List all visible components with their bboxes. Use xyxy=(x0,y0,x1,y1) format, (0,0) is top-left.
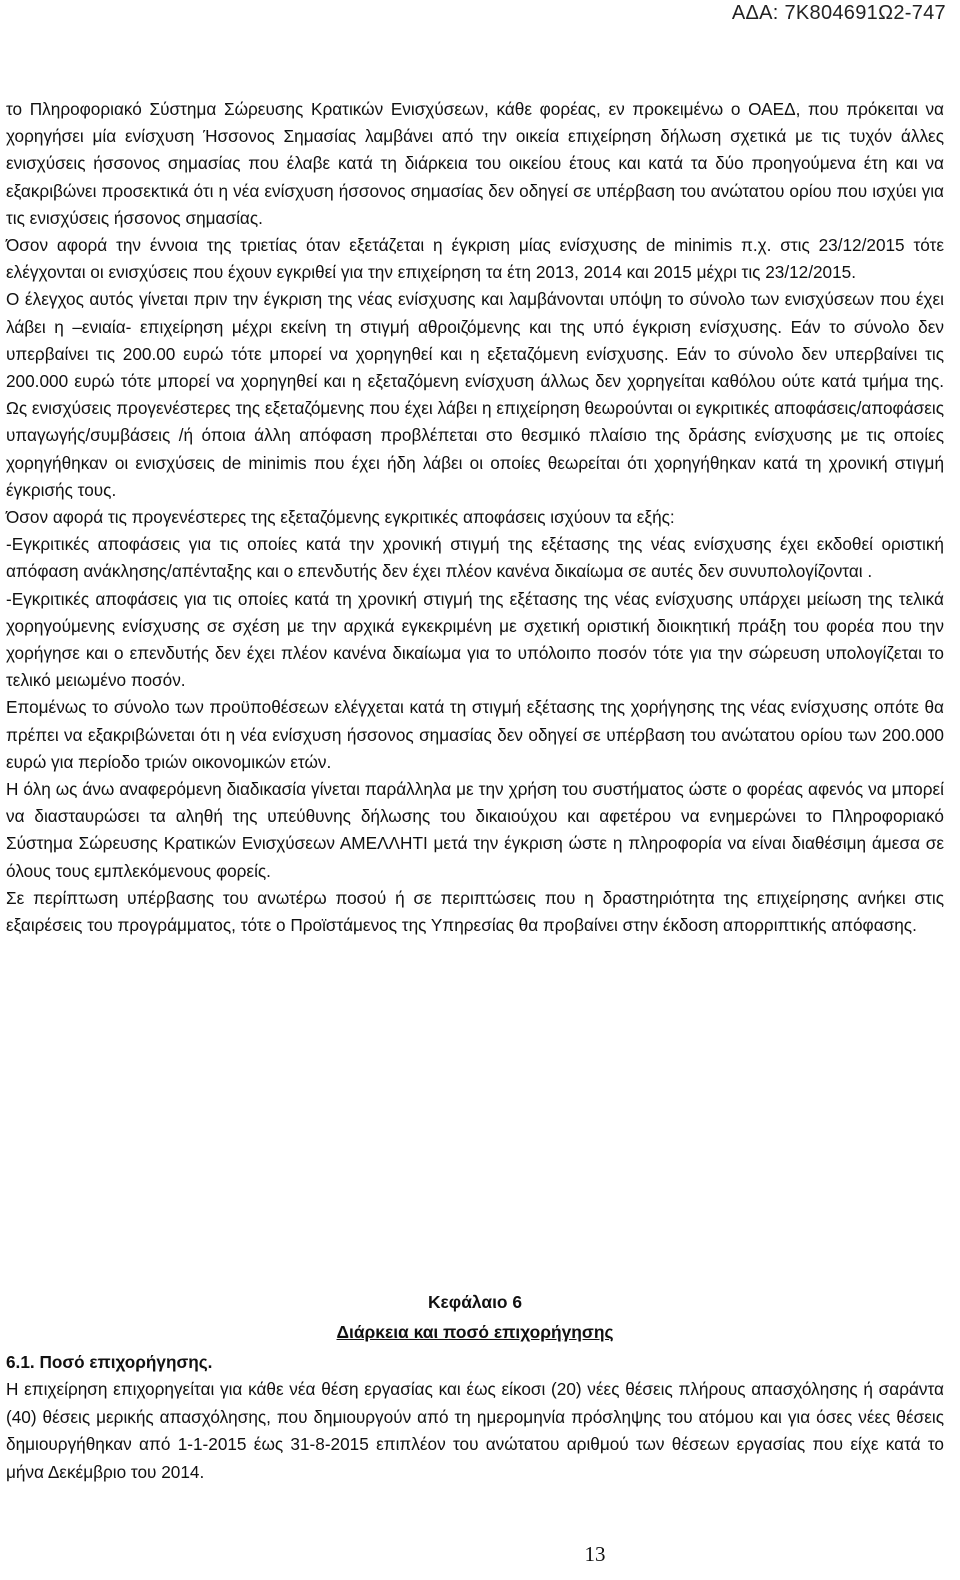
paragraph-yperbasi: Σε περίπτωση υπέρβασης του ανωτέρω ποσού ή σε περιπτώσεις που η δραστηριότητα της επιχείρησης ανήκει στις εξαιρέσεις του προγράμματος, τότε ο Προϊστάμενος της Υπηρεσίας θα προβαίνει στην έκδοση απορριπτικής απόφασης. xyxy=(6,887,944,936)
document-ada-code: ΑΔΑ: 7Κ804691Ω2-747 xyxy=(731,2,946,24)
section-paragraph: Η επιχείρηση επιχορηγείται για κάθε νέα θέση εργασίας και έως είκοσι (20) νέες θέσεις πλήρους απασχόλησης ή σαράντα (40) θέσεις μερικής απασχόλησης, που δημιουργούν από τη ημερομηνία πρόσληψης του ατόμου και για όσες νέες θέσεις δημιουργήθηκαν από 1-1-2015 έως 31-8-2015 επιπλέον του ανώτατου αριθμού των θέσεων εργασίας που είχε κατά το μήνα Δεκέμβριο του 2014. xyxy=(6,1379,944,1482)
paragraph-sorefsi-intro: το Πληροφοριακό Σύστημα Σώρευσης Κρατικών Ενισχύσεων, κάθε φορέας, εν προκειμένω ο ΟΑΕΔ, που πρόκειται να χορηγήσει μία ενίσχυση Ήσσονος Σημασίας λαμβάνει από την οικεία επιχείρηση δήλωση σχετικά με τις τυχόν άλλες ενισχύσεις ήσσονος σημασίας που έλαβε κατά τη διάρκεια του οικείου έτους και κατά τα δύο προηγούμενα έτη και να εξακριβώνει προσεκτικά ότι η νέα ενίσχυση ήσσονος σημασίας δεν οδηγεί σε υπέρβαση του ανώτατου ορίου που ισχύει για τις ενισχύσεις ήσσονος σημασίας. xyxy=(6,99,944,228)
paragraph-epomenos: Επομένως το σύνολο των προϋποθέσεων ελέγχεται κατά τη στιγμή εξέτασης της χορήγησης της νέας ενίσχυσης οπότε θα πρέπει να εξακριβώνεται ότι η νέα ενίσχυση ήσσονος σημασίας δεν οδηγεί σε υπέρβαση του ανώτατου ορίου των 200.000 ευρώ για περίοδο τριών οικονομικών ετών. xyxy=(6,697,944,772)
paragraph-progenesteres: Όσον αφορά τις προγενέστερες της εξεταζόμενης εγκριτικές αποφάσεις ισχύουν τα εξής: xyxy=(6,507,675,528)
document-body xyxy=(6,96,944,939)
section-heading: 6.1. Ποσό επιχορήγησης. xyxy=(6,1352,213,1372)
page-number: 13 xyxy=(584,1542,606,1566)
paragraph-anaklisi: -Εγκριτικές αποφάσεις για τις οποίες κατά την χρονική στιγμή της εξέτασης της νέας ενίσχυσης έχει εκδοθεί οριστική απόφαση ανάκλησης/απένταξης και ο επενδυτής δεν έχει πλέον κανένα δικαίωμα σε αυτές δεν συνυπολογίζονται . xyxy=(6,534,944,582)
chapter-title: Κεφάλαιο 6 xyxy=(427,1292,523,1312)
paragraph-diadikasia: Η όλη ως άνω αναφερόμενη διαδικασία γίνεται παράλληλα με την χρήση του συστήματος ώστε ο φορέας αφενός να μπορεί να διασταυρώσει τα αληθή της υπεύθυνης δήλωσης του δικαιούχου και αφετέρου να ενημερώνει το Πληροφοριακό Σύστημα Σώρευσης Κρατικών Ενισχύσεων ΑΜΕΛΛΗΤΙ μετά την έγκριση ώστε η πληροφορία να είναι διαθέσιμη άμεσα σε όλους τους εμπλεκόμενους φορείς. xyxy=(6,779,944,881)
paragraph-meiosi: -Εγκριτικές αποφάσεις για τις οποίες κατά τη χρονική στιγμή της εξέτασης της νέας ενίσχυσης υπάρχει μείωση της τελικά χορηγούμενης ενίσχυσης σε σχέση με την αρχικά εγκεκριμένη με σχετική οριστική διοικητική πράξη του φορέα που την χορήγησε και ο επενδυτής δεν έχει πλέον κανένα δικαίωμα για το υπόλοιπο ποσόν τότε για την σώρευση υπολογίζεται το τελικό μειωμένο ποσόν. xyxy=(6,588,944,691)
chapter-subtitle: Διάρκεια και ποσό επιχορήγησης xyxy=(336,1322,614,1342)
paragraph-elegxos: Ο έλεγχος αυτός γίνεται πριν την έγκριση της νέας ενίσχυσης και λαμβάνονται υπόψη το σύνολο των ενισχύσεων που έχει λάβει η –ενιαία- επιχείρηση μέχρι εκείνη τη στιγμή αθροιζόμενης και της υπό έγκριση ενίσχυσης. Εάν το σύνολο δεν υπερβαίνει τις 200.00 ευρώ τότε μπορεί να χορηγηθεί και η εξεταζόμενη ενίσχυσης. Εάν το σύνολο δεν υπερβαίνει τις 200.000 ευρώ τότε μπορεί να χορηγηθεί και η εξεταζόμενη ενίσχυση άλλως δεν χορηγείται καθόλου ούτε κατά τμήμα της. Ως ενισχύσεις προγενέστερες της εξεταζόμενης που έχει λάβει η επιχείρηση θεωρούνται οι εγκριτικές αποφάσεις/αποφάσεις υπαγωγής/συμβάσεις /ή όποια άλλη απόφαση προβλέπεται στο θεσμικό πλαίσιο της δράσης ενίσχυσης με τις οποίες χορηγήθηκαν οι ενισχύσεις de minimis που έχει ήδη λάβει οι οποίες θεωρείται ότι χορηγήθηκαν κατά τη χρονική στιγμή έγκρισής τους. xyxy=(6,289,944,500)
paragraph-trietia: Όσον αφορά την έννοια της τριετίας όταν εξετάζεται η έγκριση μίας ενίσχυσης de minimis π.χ. στις 23/12/2015 τότε ελέγχονται οι ενισχύσεις που έχουν εγκριθεί για την επιχείρηση τα έτη 2013, 2014 και 2015 μέχρι τις 23/12/2015. xyxy=(6,235,944,283)
section-6-1 xyxy=(6,1349,944,1486)
